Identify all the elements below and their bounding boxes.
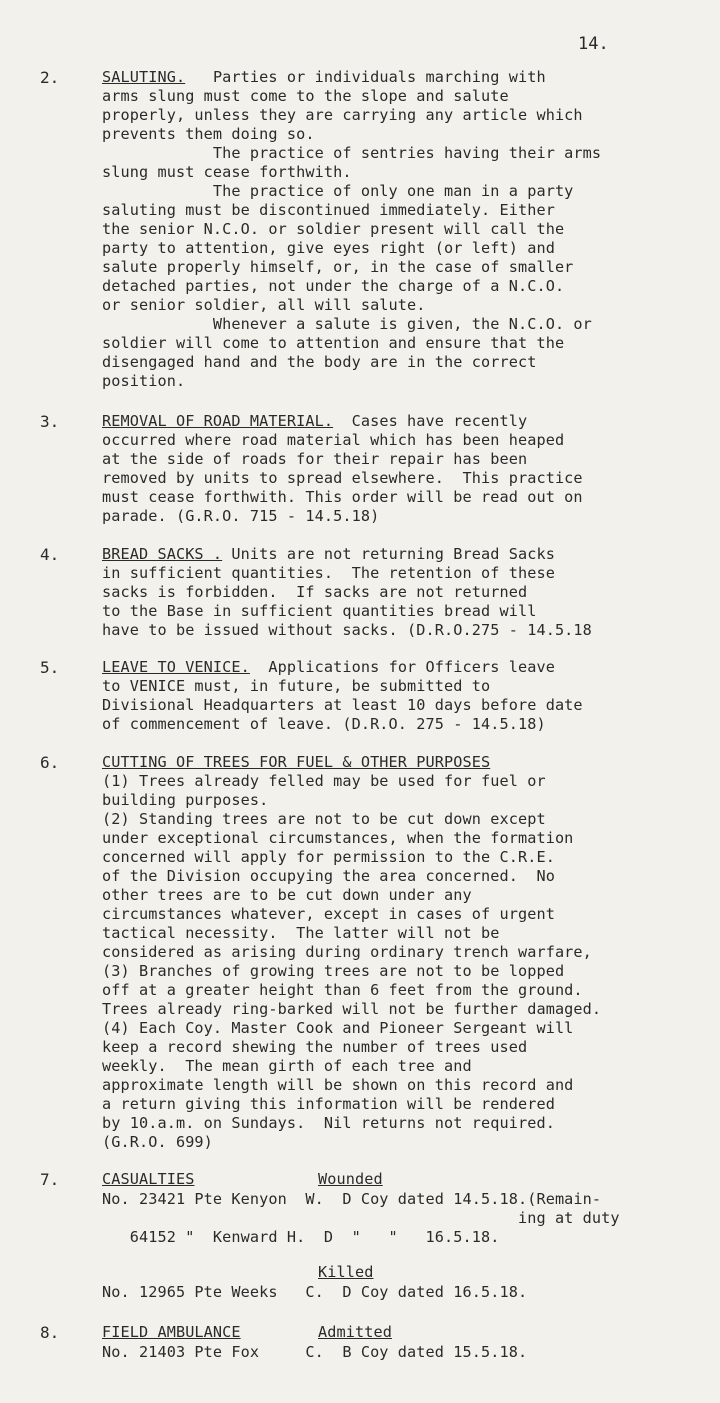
section-line: considered as arising during ordinary trench warfare, xyxy=(102,943,592,961)
section-line: tactical necessity. The latter will not be xyxy=(102,924,500,942)
section-line: position. xyxy=(102,372,186,390)
section-line: have to be issued without sacks. (D.R.O.275 - 14.5.18 xyxy=(102,621,592,639)
section-line: properly, unless they are carrying any article which xyxy=(102,106,583,124)
section-line: (1) Trees already felled may be used for fuel or xyxy=(102,772,546,790)
section-line: approximate length will be shown on this record and xyxy=(102,1076,574,1094)
section-line: concerned will apply for permission to the C.R.E. xyxy=(102,848,555,866)
section-line: slung must cease forthwith. xyxy=(102,163,352,181)
section-line: The practice of sentries having their arms xyxy=(102,144,602,162)
section-line: (G.R.O. 699) xyxy=(102,1133,213,1151)
section-line: arms slung must come to the slope and salute xyxy=(102,87,509,105)
casualty-line: ing at duty xyxy=(102,1209,620,1227)
section-line: occurred where road material which has been heaped xyxy=(102,431,565,449)
section-number: 5. xyxy=(40,658,60,677)
section-line: Applications for Officers leave xyxy=(268,658,555,676)
section-first-line xyxy=(102,658,555,677)
section-line: in sufficient quantities. The retention of these xyxy=(102,564,555,582)
section-line: to the Base in sufficient quantities bread will xyxy=(102,602,537,620)
section-line: Parties or individuals marching with xyxy=(212,68,546,86)
section-line: to VENICE must, in future, be submitted to xyxy=(102,677,491,695)
section-line: (3) Branches of growing trees are not to be lopped xyxy=(102,962,565,980)
section-line: other trees are to be cut down under any xyxy=(102,886,472,904)
section-line: a return giving this information will be rendered xyxy=(102,1095,555,1113)
wounded-label: Wounded xyxy=(318,1170,383,1188)
admission-line: No. 21403 Pte Fox C. B Coy dated 15.5.18. xyxy=(102,1343,528,1361)
section-line: prevents them doing so. xyxy=(102,125,315,143)
casualty-line: No. 12965 Pte Weeks C. D Coy dated 16.5.18. xyxy=(102,1283,528,1301)
section-line: weekly. The mean girth of each tree and xyxy=(102,1057,472,1075)
section-line: removed by units to spread elsewhere. This practice xyxy=(102,469,583,487)
section-number: 2. xyxy=(40,68,60,87)
section-line: detached parties, not under the charge of a N.C.O. xyxy=(102,277,565,295)
section-line: Trees already ring-barked will not be further damaged. xyxy=(102,1000,602,1018)
section-number: 8. xyxy=(40,1323,60,1342)
section-line: under exceptional circumstances, when the formation xyxy=(102,829,574,847)
field-ambulance-heading: FIELD AMBULANCE xyxy=(102,1323,241,1341)
section-line: of commencement of leave. (D.R.O. 275 - 14.5.18) xyxy=(102,715,546,733)
section-heading: CUTTING OF TREES FOR FUEL & OTHER PURPOSES xyxy=(102,753,491,771)
section-heading: BREAD SACKS . xyxy=(102,545,223,563)
section-line: or senior soldier, all will salute. xyxy=(102,296,426,314)
section-first-line xyxy=(102,412,527,431)
killed-label: Killed xyxy=(318,1263,374,1281)
section-first-line xyxy=(102,68,546,87)
section-number: 4. xyxy=(40,545,60,564)
section-number: 3. xyxy=(40,412,60,431)
section-line: off at a greater height than 6 feet from the ground. xyxy=(102,981,583,999)
section-line: disengaged hand and the body are in the correct xyxy=(102,353,537,371)
section-line: Units are not returning Bread Sacks xyxy=(231,545,555,563)
section-line: circumstances whatever, except in cases of urgent xyxy=(102,905,555,923)
section-heading: REMOVAL OF ROAD MATERIAL. xyxy=(102,412,334,430)
section-line: party to attention, give eyes right (or left) and xyxy=(102,239,555,257)
section-line: salute properly himself, or, in the case of smaller xyxy=(102,258,574,276)
section-line: by 10.a.m. on Sundays. Nil returns not required. xyxy=(102,1114,555,1132)
section-first-line xyxy=(102,545,555,564)
section-heading: LEAVE TO VENICE. xyxy=(102,658,250,676)
section-heading: SALUTING. xyxy=(102,68,186,86)
casualty-line: No. 23421 Pte Kenyon W. D Coy dated 14.5.18.(Remain- xyxy=(102,1190,602,1208)
admitted-label: Admitted xyxy=(318,1323,392,1341)
casualties-heading: CASUALTIES xyxy=(102,1170,195,1188)
section-line: of the Division occupying the area concerned. No xyxy=(102,867,555,885)
section-line: soldier will come to attention and ensure that the xyxy=(102,334,565,352)
casualty-line: 64152 " Kenward H. D " " 16.5.18. xyxy=(102,1228,500,1246)
section-line: the senior N.C.O. or soldier present will call the xyxy=(102,220,565,238)
section-number: 6. xyxy=(40,753,60,772)
section-line: Divisional Headquarters at least 10 days before date xyxy=(102,696,583,714)
section-number: 7. xyxy=(40,1170,60,1189)
section-line: saluting must be discontinued immediately. Either xyxy=(102,201,555,219)
section-line: parade. (G.R.O. 715 - 14.5.18) xyxy=(102,507,380,525)
section-line: Cases have recently xyxy=(351,412,528,430)
section-line: Whenever a salute is given, the N.C.O. or xyxy=(102,315,592,333)
section-line: (4) Each Coy. Master Cook and Pioneer Sergeant will xyxy=(102,1019,574,1037)
section-line: keep a record shewing the number of trees used xyxy=(102,1038,528,1056)
section-line: sacks is forbidden. If sacks are not returned xyxy=(102,583,528,601)
section-line: must cease forthwith. This order will be read out on xyxy=(102,488,583,506)
section-line: building purposes. xyxy=(102,791,269,809)
section-line: (2) Standing trees are not to be cut down except xyxy=(102,810,546,828)
section-line: The practice of only one man in a party xyxy=(102,182,574,200)
page-number: 14. xyxy=(578,34,609,54)
section-line: at the side of roads for their repair has been xyxy=(102,450,528,468)
